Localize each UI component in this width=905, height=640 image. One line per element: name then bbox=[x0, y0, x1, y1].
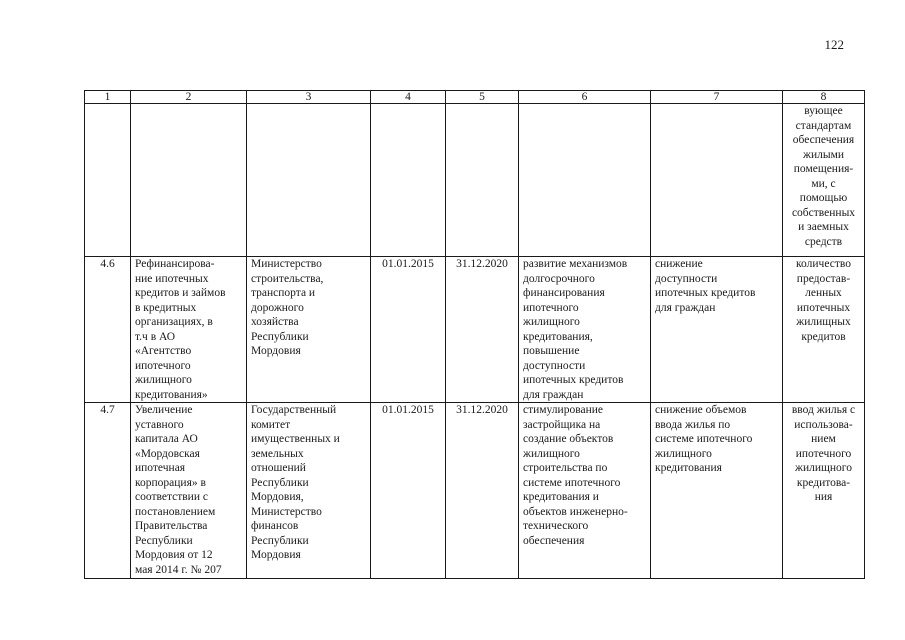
row-number: 4.6 bbox=[100, 258, 115, 270]
consequences-cell bbox=[651, 403, 783, 579]
measure-name-cell bbox=[131, 403, 247, 579]
indicator: вующее стандартам обеспечения жилыми помещения- ми, с помощью собственных и заемных средств bbox=[791, 105, 856, 248]
expected-result: стимулирование застройщика на создание объектов жилищного строительства по системе ипотечного кредитования и объектов инженерно- технического обеспечения bbox=[523, 404, 628, 547]
executor: Министерство строительства, транспорта и дорожного хозяйства Республики Мордовия bbox=[251, 258, 324, 357]
header-cell: 8 bbox=[783, 91, 865, 104]
indicator-cell bbox=[783, 403, 865, 579]
measure-name: Увеличение уставного капитала АО «Мордовская ипотечная корпорация» в соответствии с постановлением Правительства Республики Мордовия от 12 мая 2014 г. № 207 bbox=[135, 404, 222, 576]
row-number: 4.7 bbox=[100, 404, 115, 416]
end-date: 31.12.2020 bbox=[456, 258, 508, 270]
executor-cell bbox=[247, 104, 371, 257]
consequences-cell bbox=[651, 257, 783, 403]
table-row bbox=[85, 403, 865, 579]
start-date: 01.01.2015 bbox=[382, 404, 434, 416]
table-row bbox=[85, 257, 865, 403]
end-date-cell bbox=[446, 257, 519, 403]
row-number-cell bbox=[85, 403, 131, 579]
row-number-cell bbox=[85, 104, 131, 257]
header-cell: 4 bbox=[371, 91, 446, 104]
consequences: снижение объемов ввода жилья по системе ипотечного жилищного кредитования bbox=[655, 404, 753, 474]
indicator-cell bbox=[783, 257, 865, 403]
header-cell: 5 bbox=[446, 91, 519, 104]
page-number: 122 bbox=[824, 37, 844, 52]
executor: Государственный комитет имущественных и земельных отношений Республики Мордовия, Министерство финансов Республики Мордовия bbox=[251, 404, 340, 561]
program-measures-table bbox=[84, 90, 865, 579]
expected-result-cell bbox=[519, 104, 651, 257]
start-date-cell bbox=[371, 104, 446, 257]
header-cell: 3 bbox=[247, 91, 371, 104]
header-cell: 2 bbox=[131, 91, 247, 104]
indicator: количество предостав- ленных ипотечных жилищных кредитов bbox=[796, 258, 851, 343]
expected-result-cell bbox=[519, 257, 651, 403]
start-date: 01.01.2015 bbox=[382, 258, 434, 270]
table-row bbox=[85, 104, 865, 257]
table-header-row bbox=[85, 91, 865, 104]
expected-result: развитие механизмов долгосрочного финансирования ипотечного жилищного кредитования, повышение доступности ипотечных кредитов для граждан bbox=[523, 258, 628, 401]
measure-name: Рефинансирова- ние ипотечных кредитов и займов в кредитных организациях, в т.ч в АО «Агентство ипотечного жилищного кредитования» bbox=[135, 258, 226, 401]
header-cell: 1 bbox=[85, 91, 131, 104]
row-number-cell bbox=[85, 257, 131, 403]
consequences: снижение доступности ипотечных кредитов для граждан bbox=[655, 258, 756, 314]
executor-cell bbox=[247, 257, 371, 403]
consequences-cell bbox=[651, 104, 783, 257]
header-cell: 6 bbox=[519, 91, 651, 104]
end-date-cell bbox=[446, 104, 519, 257]
expected-result-cell bbox=[519, 403, 651, 579]
measure-name-cell bbox=[131, 257, 247, 403]
end-date-cell bbox=[446, 403, 519, 579]
measure-name-cell bbox=[131, 104, 247, 257]
start-date-cell bbox=[371, 257, 446, 403]
header-cell: 7 bbox=[651, 91, 783, 104]
indicator: ввод жилья с использова- нием ипотечного жилищного кредитова- ния bbox=[791, 404, 856, 503]
start-date-cell bbox=[371, 403, 446, 579]
indicator-cell bbox=[783, 104, 865, 257]
end-date: 31.12.2020 bbox=[456, 404, 508, 416]
executor-cell bbox=[247, 403, 371, 579]
